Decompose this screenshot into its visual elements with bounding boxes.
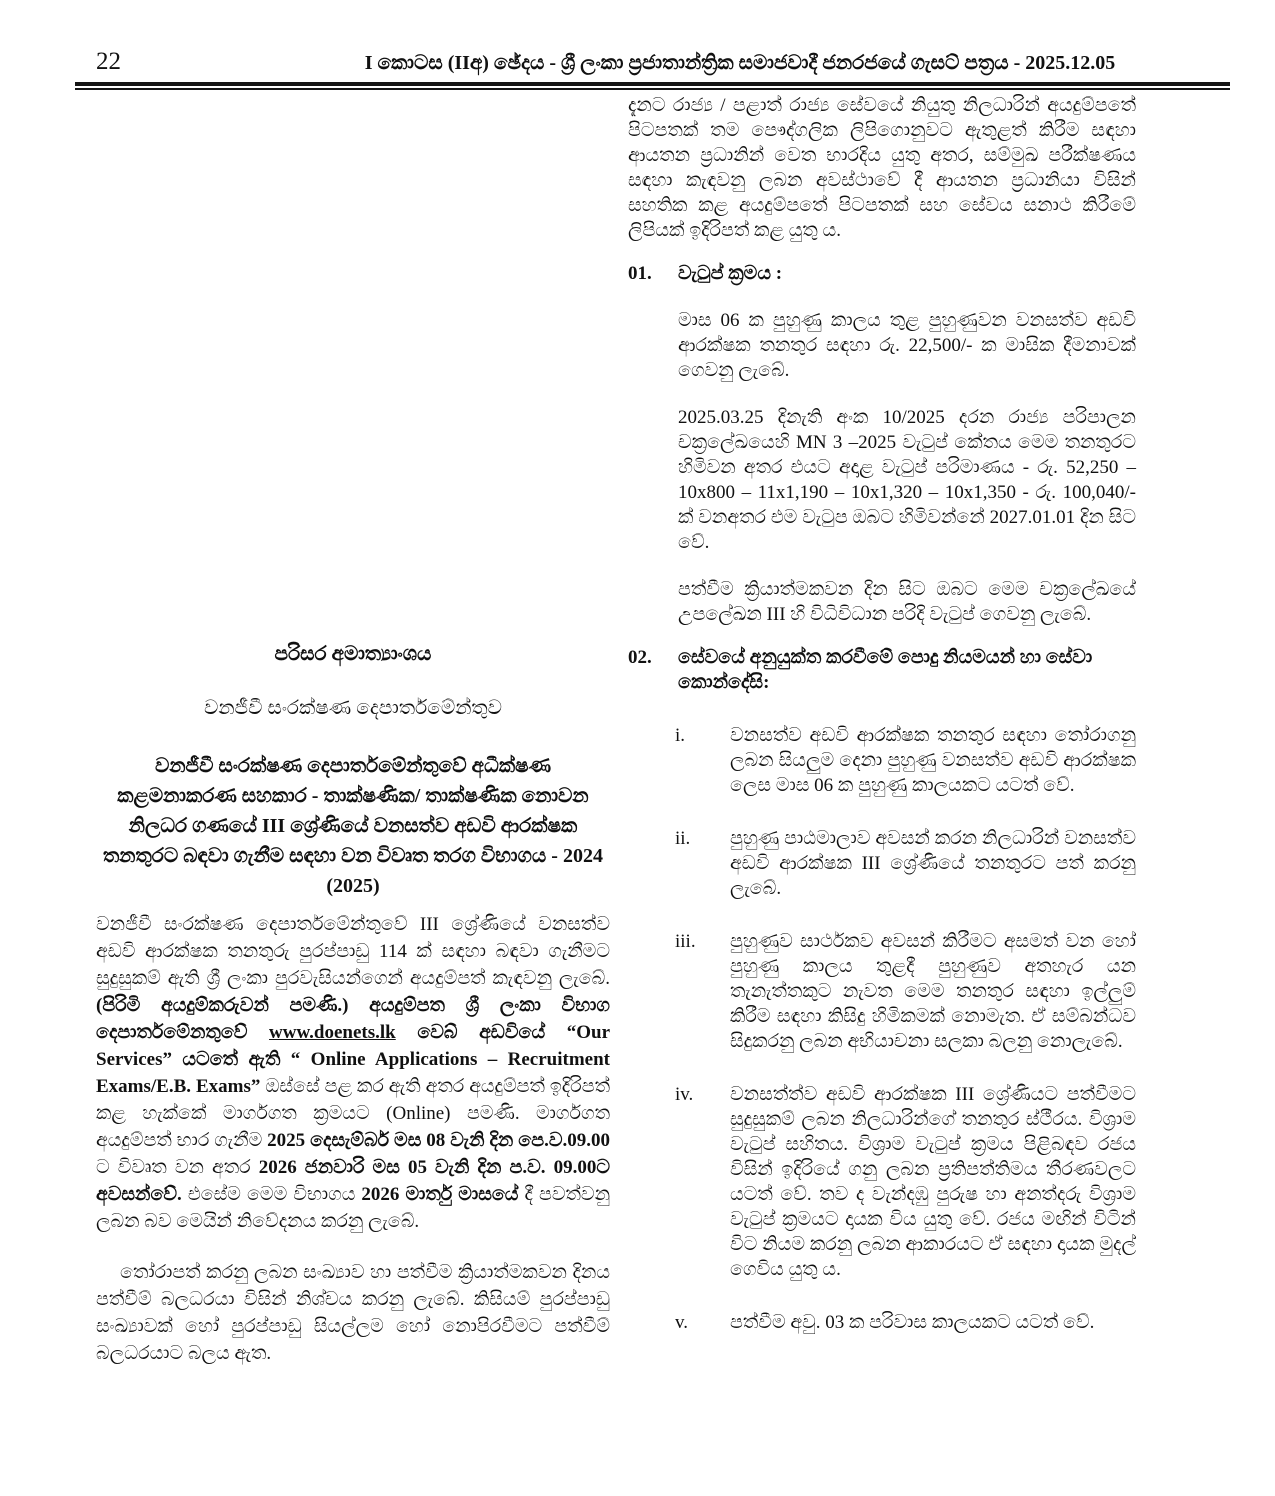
left-column <box>96 93 610 1367</box>
condition-item-i-text: වනසත්ව අඩවි ආරක්ෂක තනතුර සඳහා තෝරාගනු ලබන සියලුම දෙනා පුහුණු වනසත්ව අඩවි ආරක්ෂක ලෙස මාස 06 ක පුහුණු කාලයකට යටත් වේ. <box>730 725 1136 796</box>
condition-item-iii-text: පුහුණුව සාර්ථකව අවසන් කිරීමට අසමත් වන හෝ පුහුණු කාලය තුළදී පුහුණුව අතහැර යන තැනැත්තකුට නැවත මෙම තනතුර සඳහා ඉල්ලුම් කිරීම සඳහා කිසිදු හිමිකමක් නොමැත. ඒ සම්බන්ධව සිදුකරනු ලබන අභියාචනා සලකා බලනු නොලැබේ. <box>730 931 1136 1052</box>
continuation-paragraph: දැනට රාජ්‍ය / පළාත් රාජ්‍ය සේවයේ නියුතු නිලධාරින් අයදුම්පතේ පිටපතක් තම පෞද්ගලික ලිපිගොනුවට ඇතුළත් කිරීම සඳහා ආයතන ප්‍රධානින් වෙත භාරදිය යුතු අතර, සම්මුඛ පරීක්ෂණය සඳහා කැඳවනු ලබන අවස්ථාවේ දී ආයතන ප්‍රධානියා විසින් සහතික කළ අයදුම්පතේ පිටපතක් සහ සේවය සනාථ කිරීමේ ලිපියක් ඉදිරිපත් කළ යුතු ය. <box>628 95 1136 241</box>
condition-item-iv-text: වනසත්ත්ව අඩවි ආරක්ෂක III ශ්‍රේණියට පත්වීමට සුදුසුකම් ලබන නිලධාරින්ගේ තනතුර ස්ථීරය. විශ්‍රාම වැටුප් සහිතය. විශ්‍රාම වැටුප් ක්‍රමය පිළිබඳව රජය විසින් ඉදිරියේ ගනු ලබන ප්‍රතිපත්තිමය තීරණවලට යටත් වේ. තව ද වැන්දඹු පුරුෂ හා අනත්දරු විශ්‍රාම වැටුප් ක්‍රමයට දායක විය යුතු වේ. රජය මඟින් විටින් විට නියම කරනු ලබන ආකාරයට ඒ සඳහා දායක මුදල් ගෙවිය යුතු ය. <box>730 1084 1136 1280</box>
condition-item-iii-label: iii. <box>675 931 696 952</box>
header-double-rule <box>75 82 1230 90</box>
condition-item-v-text: පත්වීම අවු. 03 ක පරිවාස කාලයකට යටත් වේ. <box>730 1312 1095 1333</box>
condition-item-iv-label: iv. <box>675 1084 694 1105</box>
notice-intro-paragraph: වනජීවී සංරක්ෂණ දෙපාර්තමේන්තුවේ III ශ්‍රේණියේ වනසත්ව අඩවි ආරක්ෂක තනතුරු පුරප්පාඩු 114 ක් සඳහා බඳවා ගැනීමට සුදුසුකම් ඇති ශ්‍රී ලංකා පුරවැසියන්ගෙන් අයදුම්පත් කැඳවනු ලැබේ. (පිරිමි අයදුම්කරුවන් පමණි.) අයදුම්පත ශ්‍රී ලංකා විභාග දෙපාර්තමේනතුවේ www.doenets.lk වෙබ් අඩවියේ “Our Services” යටතේ ඇති “ Online Applications – Recruitment Exams/E.B. Exams” ඔස්සේ පළ කර ඇති අතර අයදුම්පත් ඉදිරිපත් කළ හැක්කේ මාර්ගගත ක්‍රමයට (Online) පමණි. මාර්ගගත අයදුම්පත් භාර ගැනීම 2025 දෙසැම්බර් මස 08 වැනි දින පෙ.ව.09.00 ට විවෘත වන අතර 2026 ජනවාරි මස 05 වැනි දින ප.ව. 09.00ට අවසන්වේ. එසේම මෙම විභාගය 2026 මාර්තු මාසයේ දී පවත්වනු ලබන බව මෙයින් නිවේදනය කරනු ලැබේ. <box>96 914 611 1232</box>
condition-item-v <box>675 1310 1136 1335</box>
condition-item-i-label: i. <box>675 725 686 746</box>
condition-item-v-label: v. <box>675 1312 689 1333</box>
section-01-paragraph-1: මාස 06 ක පුහුණු කාලය තුළ පුහුණුවන වනසත්ව අඩවි ආරක්ෂක තනතුර සඳහා රු. 22,500/- ක මාසික දීමනාවක් ගෙවනු ලැබේ. <box>678 310 1136 381</box>
section-01-head <box>628 261 1136 286</box>
gazette-header-title: I කොටස (IIඅ) ඡේදය - ශ්‍රී ලංකා ප්‍රජාතාන්ත්‍රික සමාජවාදී ජනරජයේ ගැසට් පත්‍රය - 2025.12.05 <box>364 52 1116 74</box>
section-01-number: 01. <box>628 263 652 284</box>
condition-item-ii-label: ii. <box>675 828 691 849</box>
condition-item-i <box>675 723 1136 798</box>
section-02-number: 02. <box>628 647 652 668</box>
condition-item-iii <box>675 929 1136 1054</box>
condition-item-ii-text: පුහුණු පාඨමාලාව අවසන් කරන නිලධාරින් වනසත්ව අඩවි ආරක්ෂක III ශ්‍රේණියේ තනතුරට පත් කරනු ලැබේ. <box>730 828 1136 899</box>
left-column-blank-space <box>96 93 610 641</box>
page-number: 22 <box>96 48 121 75</box>
section-01 <box>628 261 1136 627</box>
section-02-heading: සේවයේ අනුයුක්ත කරවීමේ පොදු නියමයන් හා සේවා කොන්දේසි: <box>678 647 1093 693</box>
section-01-heading: වැටුප් ක්‍රමය : <box>678 263 783 284</box>
department-heading: වනජීවී සංරක්ෂණ දෙපාර්තමේන්තුව <box>203 697 503 719</box>
section-02-head <box>628 645 1136 695</box>
ministry-heading: පරිසර අමාත්‍යාංශය <box>274 643 432 665</box>
rule-thin-line <box>75 88 1230 90</box>
page-header <box>0 0 1275 82</box>
section-01-paragraph-2: 2025.03.25 දිනැති අංක 10/2025 දරන රාජ්‍ය පරිපාලන චක්‍රලේඛයෙහි MN 3 –2025 වැටුප් කේතය මෙම තනතුරට හිමිවන අතර එයට අදාළ වැටුප් පරිමාණය - රු. 52,250 – 10x800 – 11x1,190 – 10x1,320 – 10x1,350 - රු. 100,040/- ක් වනඅතර එම වැටුප ඔබට හිමිවන්නේ 2027.01.01 දින සිට වේ. <box>678 407 1136 553</box>
notice-title: වනජීවී සංරක්ෂණ දෙපාර්තමේන්තුවේ අධීක්ෂණ කළමනාකරණ සහකාර - තාක්ෂණික/ තාක්ෂණික නොවන නිලධර ගණයේ III ශ්‍රේණියේ වනසත්ව අඩවි ආරක්ෂක තනතුරට බඳවා ගැනීම සඳහා වන විවෘත තරග විභාගය - 2024 (2025) <box>103 755 603 897</box>
section-02 <box>628 645 1136 1335</box>
two-column-body <box>96 93 1136 1367</box>
section-01-paragraph-3: පත්වීම ක්‍රියාත්මකවන දින සිට ඔබට මෙම චක්‍රලේඛයේ උපලේඛන III හි විධිවිධාන පරිදි වැටුප් ගෙවනු ලැබේ. <box>678 579 1136 625</box>
notice-closing-paragraph: තෝරාපත් කරනු ලබන සංඛ්‍යාව හා පත්වීම ක්‍රියාත්මකවන දිනය පත්වීම් බලධරයා විසින් නිශ්චය කරනු ලැබේ. කිසියම් පුරප්පාඩු සංඛ්‍යාවක් හෝ පුරප්පාඩු සියල්ලම හෝ නොපිරවීමට පත්වීම් බලධරයාට බලය ඇත. <box>96 1262 610 1364</box>
right-column <box>628 93 1136 1335</box>
condition-item-iv <box>675 1082 1136 1282</box>
condition-item-ii <box>675 826 1136 901</box>
rule-thick-line <box>75 82 1230 86</box>
